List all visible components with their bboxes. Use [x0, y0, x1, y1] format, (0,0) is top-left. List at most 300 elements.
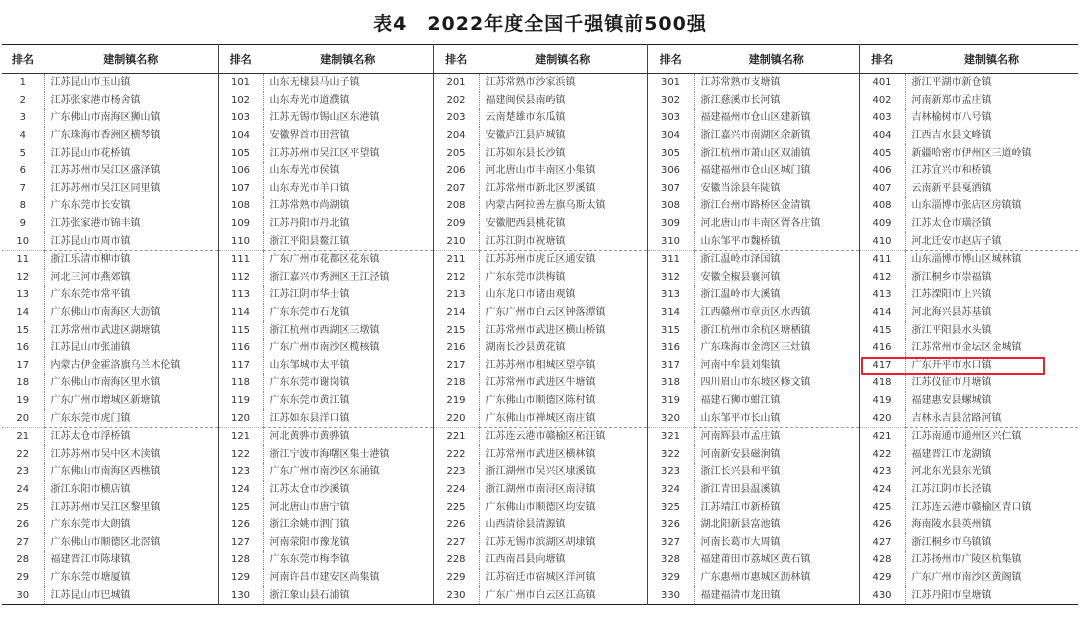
rank-cell: 204: [433, 127, 479, 145]
town-name-cell: 江西吉水县文峰镇: [905, 127, 1078, 145]
town-name-cell: 浙江温岭市泽国镇: [694, 250, 859, 268]
town-name-cell: 山东无棣县马山子镇: [263, 74, 433, 92]
town-name-cell: 江苏宿迁市宿城区洋河镇: [479, 569, 647, 587]
town-name-cell: 安徽全椒县襄河镇: [694, 269, 859, 287]
town-name-cell: 江苏苏州市吴江区平望镇: [263, 144, 433, 162]
rank-cell: 301: [647, 74, 694, 92]
town-name-cell: 江苏常熟市尚湖镇: [263, 197, 433, 215]
rank-cell: 325: [647, 498, 694, 516]
rank-cell: 421: [859, 427, 905, 445]
town-name-cell: 江苏常州市武进区横林镇: [479, 445, 647, 463]
town-name-cell: 河北唐山市丰南区小集镇: [479, 162, 647, 180]
town-name-cell: 江苏昆山市张浦镇: [44, 339, 218, 357]
town-name-cell: 河南长葛市大周镇: [694, 533, 859, 551]
rank-cell: 17: [16, 359, 30, 371]
town-name-cell: 福建福州市仓山区城门镇: [694, 162, 859, 180]
rank-cell: 429: [859, 569, 905, 587]
town-name-cell: 广东广州市白云区江高镇: [479, 586, 647, 604]
rank-cell: 115: [218, 321, 263, 339]
town-name-cell: 江苏连云港市赣榆区青口镇: [905, 498, 1078, 516]
rank-cell: 5: [19, 147, 26, 159]
name-column-header: 建制镇名称: [263, 45, 433, 74]
town-name-cell: 江苏常州市新北区罗溪镇: [479, 180, 647, 198]
rank-cell: 11: [2, 250, 44, 268]
town-name-cell: 江苏昆山市巴城镇: [44, 586, 218, 604]
rank-cell: 210: [433, 232, 479, 250]
town-name-cell: 山东龙口市诸由观镇: [479, 286, 647, 304]
town-name-cell: 广东东莞市梅李镇: [263, 551, 433, 569]
town-name-cell: 广东佛山市顺德区陈村镇: [479, 392, 647, 410]
town-name-cell: 江苏江阴市祝塘镇: [479, 232, 647, 250]
rank-cell: 27: [16, 536, 30, 548]
table-row: [2, 374, 1078, 392]
rank-cell: 209: [433, 215, 479, 233]
rank-cell: 30: [16, 589, 30, 601]
rank-cell: 4: [19, 130, 26, 142]
rank-cell: 310: [647, 232, 694, 250]
rank-cell: 2: [19, 94, 26, 106]
rank-cell: 201: [433, 74, 479, 92]
town-name-cell: 广东东莞市黄江镇: [263, 392, 433, 410]
rank-cell: 29: [16, 571, 30, 583]
town-name-cell: 福建莆田市荔城区黄石镇: [694, 551, 859, 569]
table-row: [2, 215, 1078, 233]
town-name-cell: 广东惠州市惠城区沥林镇: [694, 569, 859, 587]
town-name-cell: 安徽庐江县庐城镇: [479, 127, 647, 145]
town-name-cell: 河南新安县磁涧镇: [694, 445, 859, 463]
rank-cell: 228: [433, 551, 479, 569]
rank-cell: 208: [433, 197, 479, 215]
table-row: [2, 162, 1078, 180]
town-name-cell: 吉林永吉县岔路河镇: [905, 409, 1078, 427]
rank-cell: 130: [218, 586, 263, 604]
rank-cell: 7: [19, 182, 26, 194]
rank-cell: 309: [647, 215, 694, 233]
rank-cell: 230: [433, 586, 479, 604]
rank-cell: 119: [218, 392, 263, 410]
town-name-cell: 福建福州市仓山区建新镇: [694, 109, 859, 127]
rank-cell: 9: [19, 218, 26, 230]
rank-cell: 426: [859, 516, 905, 534]
town-name-cell: 内蒙古伊金霍洛旗乌兰木伦镇: [44, 357, 218, 375]
town-name-cell: 浙江湖州市吴兴区埭溪镇: [479, 463, 647, 481]
rank-cell: 123: [218, 463, 263, 481]
rank-cell: 322: [647, 445, 694, 463]
town-name-cell: 广东东莞市常平镇: [44, 286, 218, 304]
table-row: [2, 481, 1078, 499]
rank-cell: 20: [16, 412, 30, 424]
rank-cell: 221: [433, 427, 479, 445]
table-row: [2, 463, 1078, 481]
town-name-cell: 江苏苏州市吴江区盛泽镇: [44, 162, 218, 180]
rank-cell: 1: [19, 77, 26, 89]
rank-cell: 16: [16, 342, 30, 354]
town-name-cell: 江苏无锡市锡山区东港镇: [263, 109, 433, 127]
town-name-cell: 江苏连云港市赣榆区柘汪镇: [479, 427, 647, 445]
town-name-cell: 广东东莞市大朗镇: [44, 516, 218, 534]
town-name-cell: 浙江青田县温溪镇: [694, 481, 859, 499]
rank-cell: 319: [647, 392, 694, 410]
rank-cell: 318: [647, 374, 694, 392]
rank-cell: 18: [16, 377, 30, 389]
rank-cell: 304: [647, 127, 694, 145]
rank-cell: 122: [218, 445, 263, 463]
rank-cell: 316: [647, 339, 694, 357]
rank-cell: 207: [433, 180, 479, 198]
rank-cell: 21: [2, 427, 44, 445]
rank-cell: 112: [218, 269, 263, 287]
table-row: [2, 392, 1078, 410]
town-name-cell: 浙江桐乡市乌镇镇: [905, 533, 1078, 551]
table-row: [2, 92, 1078, 110]
rank-cell: 23: [16, 466, 30, 478]
town-name-cell: 福建晋江市陈埭镇: [44, 551, 218, 569]
town-name-cell: 广东佛山市顺德区均安镇: [479, 498, 647, 516]
town-name-cell: 江苏常州市武进区牛塘镇: [479, 374, 647, 392]
rank-cell: 114: [218, 304, 263, 322]
rank-cell: 427: [859, 533, 905, 551]
rank-cell: 406: [859, 162, 905, 180]
town-name-cell: 浙江长兴县和平镇: [694, 463, 859, 481]
ranking-table: [2, 44, 1078, 605]
rank-cell: 19: [16, 394, 30, 406]
rank-cell: 418: [859, 374, 905, 392]
table-header-row: [2, 45, 1078, 74]
rank-cell: 430: [859, 586, 905, 604]
town-name-cell: 广东佛山市南海区里水镇: [44, 374, 218, 392]
rank-cell: 407: [859, 180, 905, 198]
town-name-cell: 河北唐山市唐宁镇: [263, 498, 433, 516]
town-name-cell: 广东东莞市长安镇: [44, 197, 218, 215]
table-row: [2, 569, 1078, 587]
table-row: [2, 551, 1078, 569]
rank-cell: 302: [647, 92, 694, 110]
rank-cell: 102: [218, 92, 263, 110]
town-name-cell: 江苏如东县长沙镇: [479, 144, 647, 162]
town-name-cell: 江苏溧阳市上兴镇: [905, 286, 1078, 304]
town-name-cell: 山东淄博市博山区城林镇: [905, 250, 1078, 268]
town-name-cell: 江苏如东县洋口镇: [263, 409, 433, 427]
rank-cell: 405: [859, 144, 905, 162]
table-row: [2, 498, 1078, 516]
town-name-cell: 广东东莞市虎门镇: [44, 409, 218, 427]
town-name-cell: 海南陵水县英州镇: [905, 516, 1078, 534]
town-name-cell: 河南许昌市建安区尚集镇: [263, 569, 433, 587]
town-name-cell: 河北三河市燕郊镇: [44, 269, 218, 287]
rank-cell: 326: [647, 516, 694, 534]
town-name-cell: 浙江平阳县水头镇: [905, 321, 1078, 339]
town-name-cell: 河南中牟县刘集镇: [694, 357, 859, 375]
town-name-cell: 浙江嘉兴市南湖区余新镇: [694, 127, 859, 145]
table-row: [2, 180, 1078, 198]
rank-cell: 330: [647, 586, 694, 604]
rank-cell: 423: [859, 463, 905, 481]
town-name-cell: 江苏太仓市璜泾镇: [905, 215, 1078, 233]
rank-cell: 10: [16, 235, 30, 247]
rank-cell: 105: [218, 144, 263, 162]
rank-cell: 422: [859, 445, 905, 463]
rank-cell: 111: [218, 250, 263, 268]
rank-cell: 120: [218, 409, 263, 427]
town-name-cell: 江西南昌县向塘镇: [479, 551, 647, 569]
town-name-cell: 江苏太仓市浮桥镇: [44, 427, 218, 445]
town-name-cell: 广东广州市南沙区榄核镇: [263, 339, 433, 357]
town-name-cell: 广东广州市南沙区黄阁镇: [905, 569, 1078, 587]
rank-cell: 109: [218, 215, 263, 233]
town-name-cell: 河北迁安市赵店子镇: [905, 232, 1078, 250]
town-name-cell: 山东寿光市道濮镇: [263, 92, 433, 110]
rank-cell: 323: [647, 463, 694, 481]
town-name-cell: 浙江乐清市柳市镇: [44, 250, 218, 268]
town-name-cell: 江苏江阴市华士镇: [263, 286, 433, 304]
rank-cell: 219: [433, 392, 479, 410]
rank-cell: 101: [218, 74, 263, 92]
rank-cell: 103: [218, 109, 263, 127]
town-name-cell: 安徽肥西县桃花镇: [479, 215, 647, 233]
rank-cell: 324: [647, 481, 694, 499]
town-name-cell: 广东佛山市顺德区北滘镇: [44, 533, 218, 551]
town-name-cell: 江苏常州市武进区横山桥镇: [479, 321, 647, 339]
town-name-cell: 江苏仪征市月塘镇: [905, 374, 1078, 392]
town-name-cell: 浙江东阳市横店镇: [44, 481, 218, 499]
rank-cell: 121: [218, 427, 263, 445]
rank-cell: 127: [218, 533, 263, 551]
table-row: [2, 250, 1078, 268]
town-name-cell: 河北唐山市丰南区胥各庄镇: [694, 215, 859, 233]
town-name-cell: 山东邹城市太平镇: [263, 357, 433, 375]
town-name-cell: 广东广州市花都区花东镇: [263, 250, 433, 268]
rank-cell: 128: [218, 551, 263, 569]
rank-cell: 416: [859, 339, 905, 357]
town-name-cell: 江苏常州市金坛区金城镇: [905, 339, 1078, 357]
rank-cell: 206: [433, 162, 479, 180]
town-name-cell: 广东广州市增城区新塘镇: [44, 392, 218, 410]
table-row: [2, 339, 1078, 357]
town-name-cell: 福建石狮市蚶江镇: [694, 392, 859, 410]
table-row: [2, 516, 1078, 534]
rank-cell: 321: [647, 427, 694, 445]
town-name-cell: 福建晋江市龙湖镇: [905, 445, 1078, 463]
town-name-cell: 江苏常熟市支塘镇: [694, 74, 859, 92]
rank-cell: 402: [859, 92, 905, 110]
town-name-cell: 河南荥阳市豫龙镇: [263, 533, 433, 551]
rank-column-header: 排名: [859, 45, 905, 74]
rank-cell: 218: [433, 374, 479, 392]
town-name-cell: 浙江湖州市南浔区南浔镇: [479, 481, 647, 499]
rank-cell: 220: [433, 409, 479, 427]
table-row: [2, 127, 1078, 145]
rank-cell: 424: [859, 481, 905, 499]
rank-cell: 229: [433, 569, 479, 587]
table-row: [2, 109, 1078, 127]
town-name-cell: 江苏苏州市虎丘区通安镇: [479, 250, 647, 268]
rank-cell: 320: [647, 409, 694, 427]
town-name-cell: 福建闽侯县南屿镇: [479, 92, 647, 110]
town-name-cell: 浙江慈溪市长河镇: [694, 92, 859, 110]
rank-cell: 328: [647, 551, 694, 569]
name-column-header: 建制镇名称: [905, 45, 1078, 74]
table-row: [2, 144, 1078, 162]
rank-cell: 129: [218, 569, 263, 587]
rank-cell: 425: [859, 498, 905, 516]
rank-cell: 15: [16, 324, 30, 336]
town-name-cell: 云南新平县戛洒镇: [905, 180, 1078, 198]
town-name-cell: 广东佛山市南海区大沥镇: [44, 304, 218, 322]
rank-cell: 214: [433, 304, 479, 322]
rank-cell: 13: [16, 289, 30, 301]
rank-cell: 110: [218, 232, 263, 250]
rank-cell: 28: [16, 554, 30, 566]
rank-cell: 3: [19, 112, 26, 124]
rank-cell: 12: [16, 271, 30, 283]
name-column-header: 建制镇名称: [479, 45, 647, 74]
rank-cell: 116: [218, 339, 263, 357]
rank-cell: 428: [859, 551, 905, 569]
town-name-cell: 浙江余姚市泗门镇: [263, 516, 433, 534]
rank-cell: 216: [433, 339, 479, 357]
town-name-cell: 山东寿光市羊口镇: [263, 180, 433, 198]
highlight-box: [861, 357, 1045, 376]
town-name-cell: 浙江杭州市萧山区双浦镇: [694, 144, 859, 162]
rank-cell: 311: [647, 250, 694, 268]
town-name-cell: 江苏昆山市花桥镇: [44, 144, 218, 162]
town-name-cell: 江苏常熟市沙家浜镇: [479, 74, 647, 92]
town-name-cell: 江苏常州市武进区湖塘镇: [44, 321, 218, 339]
rank-cell: 24: [16, 483, 30, 495]
town-name-cell: 浙江杭州市西湖区三墩镇: [263, 321, 433, 339]
rank-column-header: 排名: [218, 45, 263, 74]
town-name-cell: 江苏丹阳市皇塘镇: [905, 586, 1078, 604]
town-name-cell: 江苏扬州市广陵区杭集镇: [905, 551, 1078, 569]
town-name-cell: 安徽界首市田营镇: [263, 127, 433, 145]
town-name-cell: 河北海兴县苏基镇: [905, 304, 1078, 322]
rank-cell: 225: [433, 498, 479, 516]
rank-cell: 317: [647, 357, 694, 375]
town-name-cell: 河北东光县东光镇: [905, 463, 1078, 481]
town-name-cell: 江苏昆山市周市镇: [44, 232, 218, 250]
rank-cell: 327: [647, 533, 694, 551]
table-row: [2, 74, 1078, 92]
rank-cell: 203: [433, 109, 479, 127]
town-name-cell: 广东佛山市南海区西樵镇: [44, 463, 218, 481]
rank-cell: 401: [859, 74, 905, 92]
town-name-cell: 江苏张家港市锦丰镇: [44, 215, 218, 233]
rank-column-header: 排名: [647, 45, 694, 74]
town-name-cell: 江苏太仓市沙溪镇: [263, 481, 433, 499]
rank-cell: 303: [647, 109, 694, 127]
rank-cell: 124: [218, 481, 263, 499]
rank-cell: 14: [16, 307, 30, 319]
rank-cell: 202: [433, 92, 479, 110]
town-name-cell: 安徽当涂县年陡镇: [694, 180, 859, 198]
rank-cell: 107: [218, 180, 263, 198]
rank-cell: 314: [647, 304, 694, 322]
rank-cell: 305: [647, 144, 694, 162]
rank-cell: 226: [433, 516, 479, 534]
rank-cell: 413: [859, 286, 905, 304]
rank-cell: 329: [647, 569, 694, 587]
town-name-cell: 河南辉县市孟庄镇: [694, 427, 859, 445]
rank-column-header: 排名: [2, 45, 44, 74]
name-column-header: 建制镇名称: [694, 45, 859, 74]
table-row: [2, 586, 1078, 604]
rank-cell: 205: [433, 144, 479, 162]
rank-cell: 215: [433, 321, 479, 339]
town-name-cell: 山西清徐县清源镇: [479, 516, 647, 534]
town-name-cell: 山东淄博市张店区房镇镇: [905, 197, 1078, 215]
rank-cell: 419: [859, 392, 905, 410]
town-name-cell: 江西赣州市章贡区水西镇: [694, 304, 859, 322]
table-body: [2, 74, 1078, 605]
table-row: [2, 427, 1078, 445]
town-name-cell: 湖南长沙县黄花镇: [479, 339, 647, 357]
town-name-cell: 江苏昆山市玉山镇: [44, 74, 218, 92]
rank-cell: 411: [859, 250, 905, 268]
town-name-cell: 福建福清市龙田镇: [694, 586, 859, 604]
rank-column-header: 排名: [433, 45, 479, 74]
town-name-cell: 湖北阳新县富池镇: [694, 516, 859, 534]
town-name-cell: 江苏江阴市长泾镇: [905, 481, 1078, 499]
table-row: [2, 533, 1078, 551]
town-name-cell: 云南楚雄市东瓜镇: [479, 109, 647, 127]
town-name-cell: 江苏丹阳市丹北镇: [263, 215, 433, 233]
rank-cell: 404: [859, 127, 905, 145]
town-name-cell: 浙江平阳县鳌江镇: [263, 232, 433, 250]
rank-cell: 126: [218, 516, 263, 534]
rank-cell: 224: [433, 481, 479, 499]
town-name-cell: 江苏苏州市吴中区木渎镇: [44, 445, 218, 463]
rank-cell: 417: [859, 357, 905, 375]
town-name-cell: 福建惠安县螺城镇: [905, 392, 1078, 410]
rank-cell: 113: [218, 286, 263, 304]
rank-cell: 117: [218, 357, 263, 375]
town-name-cell: 江苏南通市通州区兴仁镇: [905, 427, 1078, 445]
rank-cell: 118: [218, 374, 263, 392]
town-name-cell: 山东邹平市魏桥镇: [694, 232, 859, 250]
table-row: [2, 286, 1078, 304]
rank-cell: 306: [647, 162, 694, 180]
town-name-cell: 山东邹平市长山镇: [694, 409, 859, 427]
rank-cell: 227: [433, 533, 479, 551]
town-name-cell: 广东广州市白云区钟落潭镇: [479, 304, 647, 322]
town-name-cell: 广东佛山市禅城区南庄镇: [479, 409, 647, 427]
rank-cell: 420: [859, 409, 905, 427]
town-name-cell: 江苏苏州市相城区望亭镇: [479, 357, 647, 375]
town-name-cell: 吉林榆树市八号镇: [905, 109, 1078, 127]
rank-cell: 104: [218, 127, 263, 145]
rank-cell: 108: [218, 197, 263, 215]
town-name-cell: 广东佛山市南海区狮山镇: [44, 109, 218, 127]
rank-cell: 6: [19, 165, 26, 177]
table-row: [2, 409, 1078, 427]
rank-cell: 308: [647, 197, 694, 215]
rank-cell: 223: [433, 463, 479, 481]
rank-cell: 26: [16, 519, 30, 531]
rank-cell: 22: [16, 448, 30, 460]
town-name-cell: 江苏苏州市吴江区黎里镇: [44, 498, 218, 516]
rank-cell: 217: [433, 357, 479, 375]
rank-cell: 313: [647, 286, 694, 304]
town-name-cell: 浙江桐乡市崇福镇: [905, 269, 1078, 287]
town-name-cell: 江苏苏州市吴江区同里镇: [44, 180, 218, 198]
rank-cell: 412: [859, 269, 905, 287]
rank-cell: 8: [19, 200, 26, 212]
town-name-cell: 河北黄骅市黄骅镇: [263, 427, 433, 445]
town-name-cell: 河南新郑市孟庄镇: [905, 92, 1078, 110]
rank-cell: 408: [859, 197, 905, 215]
town-name-cell: 浙江温岭市大溪镇: [694, 286, 859, 304]
town-name-cell: 广东珠海市金湾区三灶镇: [694, 339, 859, 357]
